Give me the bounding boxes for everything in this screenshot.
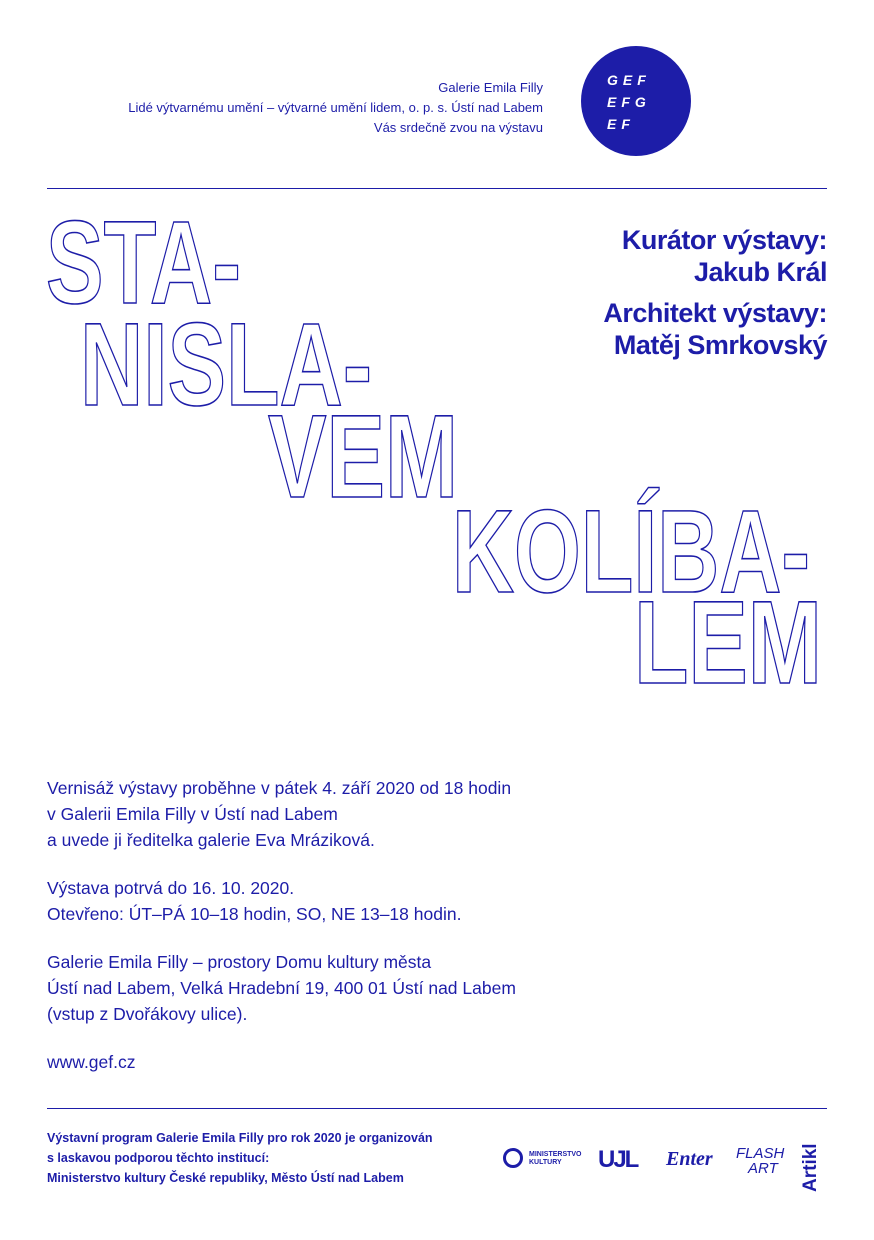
header-line: Vás srdečně zvou na výstavu [373,120,543,135]
body-line: Galerie Emila Filly – prostory Domu kultury města [47,952,432,972]
title-line: KOLÍBA- [452,486,810,618]
artikl-text: Artikl [800,1143,821,1192]
body-line: Vernisáž výstavy proběhne v pátek 4. září 2020 od 18 hodin [47,778,512,798]
footer-line: s laskavou podporou těchto institucí: [47,1151,270,1165]
divider-bottom [47,1108,827,1109]
title-line: LEM [634,577,822,709]
body-line: Výstava potrvá do 16. 10. 2020. [47,878,295,898]
logo-row: GEF [607,72,651,88]
opening-paragraph [47,775,516,853]
body-line: a uvede ji ředitelka galerie Eva Mráziková. [47,830,375,850]
address-paragraph [47,949,516,1027]
body-line: (vstup z Dvořákovy ulice). [47,1004,248,1024]
enter-logo: Enter [666,1148,713,1170]
ministry-logo-text: MINISTERSTVO [529,1151,582,1158]
curator-name: Jakub Král [693,257,827,287]
title-line: VEM [268,391,458,523]
footer-line: Výstavní program Galerie Emila Filly pro rok 2020 je organizován [47,1131,433,1145]
flash-art-logo [736,1146,784,1196]
ministry-logo-text: KULTURY [529,1159,562,1166]
sponsor-note [47,1128,433,1188]
curator-label: Kurátor výstavy: [621,225,827,255]
title-line: NISLA- [80,299,372,431]
body-line: v Galerii Emila Filly v Ústí nad Labem [47,804,338,824]
title-line: STA- [46,197,241,329]
ministry-circle-icon [503,1148,523,1168]
dates-paragraph [47,875,516,927]
artikl-logo [800,1130,830,1194]
architect-name: Matěj Smrkovský [613,330,827,360]
body-line: Otevřeno: ÚT–PÁ 10–18 hodin, SO, NE 13–18 hodin. [47,904,462,924]
logo-row: EFG [607,94,651,110]
ujep-logo: UJL [598,1146,638,1173]
flash-art-text: FLASH [736,1145,785,1162]
website-link[interactable]: www.gef.cz [47,1052,136,1072]
footer-line: Ministerstvo kultury České republiky, Město Ústí nad Labem [47,1171,404,1185]
header-line: Galerie Emila Filly [438,80,543,95]
exhibition-info [47,775,516,1075]
logo-row: EF [607,116,635,132]
flash-art-text: ART [748,1160,778,1177]
body-line: Ústí nad Labem, Velká Hradební 19, 400 01 Ústí nad Labem [47,978,516,998]
architect-label: Architekt výstavy: [603,298,827,328]
header-line: Lidé výtvarnému umění – výtvarné umění lidem, o. p. s. Ústí nad Labem [128,100,543,115]
